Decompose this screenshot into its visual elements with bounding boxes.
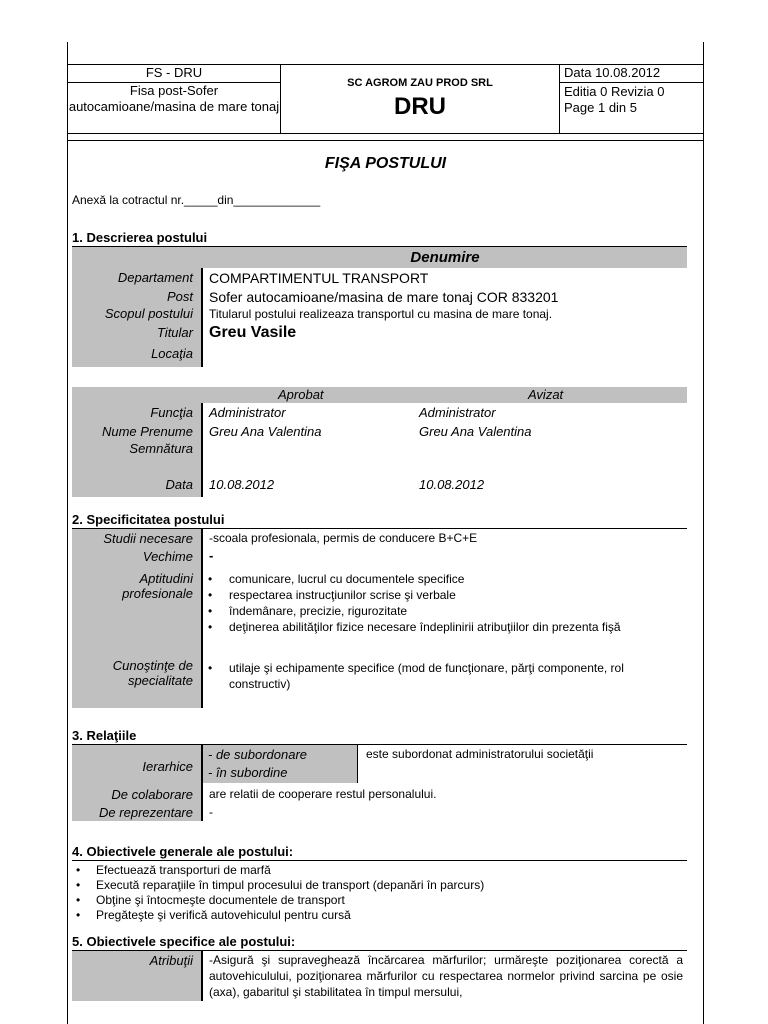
value-subordonare: este subordonat administratorului societăţii [366, 747, 594, 761]
post-title: Fisa post-Sofer autocamioane/masina de mare tonaj [68, 83, 280, 114]
list-item: • utilaje şi echipamente specifice (mod de funcţionare, părţi componente, rol constructiv) [205, 660, 683, 692]
row-label-departament: Departament [117, 270, 193, 285]
label-cunostinte-line1: Cunoştinţe de [112, 658, 193, 673]
row-label-titular: Titular [156, 325, 193, 340]
approval-header-bg [72, 387, 687, 403]
cunostinte-list [205, 660, 683, 692]
list-item: • comunicare, lucrul cu documentele specifice [205, 571, 683, 587]
list-item: • îndemânare, precizie, rigurozitate [205, 603, 683, 619]
value-studii: -scoala profesionala, permis de conducere B+C+E [209, 531, 478, 545]
row-label-locatia: Locaţia [151, 346, 193, 361]
general-objectives-list [72, 863, 687, 923]
approval-label-functia: Funcţia [150, 405, 193, 420]
label-studii: Studii necesare [103, 531, 193, 546]
label-reprezentare: De reprezentare [99, 805, 193, 820]
list-item: • Pregăteşte şi verifică autovehiculul pentru cursă [72, 908, 687, 923]
approval-avizat-nume: Greu Ana Valentina [419, 424, 532, 439]
approval-label-semnatura: Semnătura [129, 441, 193, 456]
divider [201, 745, 203, 821]
divider [357, 745, 358, 783]
aptitudini-list [205, 571, 683, 635]
divider [201, 529, 203, 708]
label-cunostinte [72, 658, 193, 688]
company-name: SC AGROM ZAU PROD SRL [347, 77, 493, 89]
header-left-cell [68, 65, 281, 133]
divider [201, 268, 203, 367]
page-border-right [703, 42, 704, 1024]
document-header [67, 64, 704, 134]
value-reprezentare: - [209, 805, 213, 819]
label-vechime: Vechime [142, 549, 193, 564]
approval-label-nume: Nume Prenume [101, 424, 193, 439]
row-value-departament: COMPARTIMENTUL TRANSPORT [209, 270, 429, 286]
header-right-cell [560, 65, 703, 133]
section-2-heading: 2. Specificitatea postului [72, 512, 225, 527]
form-code: FS - DRU [145, 65, 203, 80]
value-vechime: - [209, 548, 214, 563]
approval-avizat-functia: Administrator [419, 405, 496, 420]
row-label-post: Post [166, 289, 193, 304]
approval-aprobat-functia: Administrator [209, 405, 286, 420]
divider [201, 403, 203, 497]
list-item: • Execută reparaţiile în timpul procesului de transport (depanări în parcurs) [72, 878, 687, 893]
list-item: • Efectuează transporturi de marfă [72, 863, 687, 878]
denumire-header: Denumire [410, 249, 480, 266]
list-item: • Obţine şi întocmeşte documentele de transport [72, 893, 687, 908]
label-aptitudini-line1: Aptitudini [139, 571, 193, 586]
divider [560, 82, 703, 83]
label-atributii: Atribuţii [149, 953, 193, 968]
aprobat-header: Aprobat [278, 387, 324, 402]
label-aptitudini [72, 571, 193, 601]
label-aptitudini-line2: profesionale [122, 586, 193, 601]
value-atributii: -Asigură şi supraveghează încărcarea mărfurilor; urmăreşte poziţionarea corectă a autovehiculului, poziţionarea mărfurilor cu respectarea normelor privind sarcina pe osie (axa), gabaritul şi stabilitatea în timpul mersului, [209, 953, 683, 999]
divider [201, 951, 203, 1001]
label-in-subordine: - în subordine [208, 765, 288, 780]
row-label-scopul: Scopul postului [104, 306, 193, 321]
divider [72, 860, 687, 861]
label-subordonare: - de subordonare [208, 747, 308, 762]
label-colaborare: De colaborare [111, 787, 193, 802]
header-date: Data 10.08.2012 [564, 65, 661, 80]
section-3-heading: 3. Relaţiile [72, 728, 137, 743]
dept-code: DRU [394, 93, 446, 120]
row-value-scopul: Titularul postului realizeaza transportul cu masina de mare tonaj. [209, 307, 553, 321]
page-title: FIŞA POSTULUI [324, 155, 447, 172]
row-value-titular: Greu Vasile [209, 324, 297, 341]
page-border-left [67, 42, 68, 1024]
label-ierarhice: Ierarhice [142, 759, 193, 774]
value-colaborare: are relatii de cooperare restul personalului. [209, 787, 437, 801]
section-1-heading: 1. Descrierea postului [72, 230, 208, 245]
approval-label-data: Data [165, 477, 193, 492]
annex-line: Anexă la cotractul nr._____din_____________ [72, 193, 321, 207]
label-cunostinte-line2: specialitate [127, 673, 193, 688]
section-4-heading: 4. Obiectivele generale ale postului: [72, 844, 294, 859]
header-page: Page 1 din 5 [564, 100, 638, 115]
section-5-heading: 5. Obiectivele specifice ale postului: [72, 934, 296, 949]
row-value-post: Sofer autocamioane/masina de mare tonaj COR 833201 [209, 289, 559, 305]
header-edition: Editia 0 Revizia 0 [564, 84, 665, 99]
approval-aprobat-nume: Greu Ana Valentina [209, 424, 322, 439]
approval-aprobat-data: 10.08.2012 [209, 477, 275, 492]
avizat-header: Avizat [528, 387, 564, 402]
approval-avizat-data: 10.08.2012 [419, 477, 485, 492]
list-item: • respectarea instrucţiunilor scrise şi verbale [205, 587, 683, 603]
header-center-cell [281, 65, 560, 133]
list-item: • deţinerea abilităţilor fizice necesare îndeplinirii atribuţiilor din prezenta fişă [205, 619, 683, 635]
header-edition-page [564, 84, 664, 116]
divider [67, 140, 704, 141]
